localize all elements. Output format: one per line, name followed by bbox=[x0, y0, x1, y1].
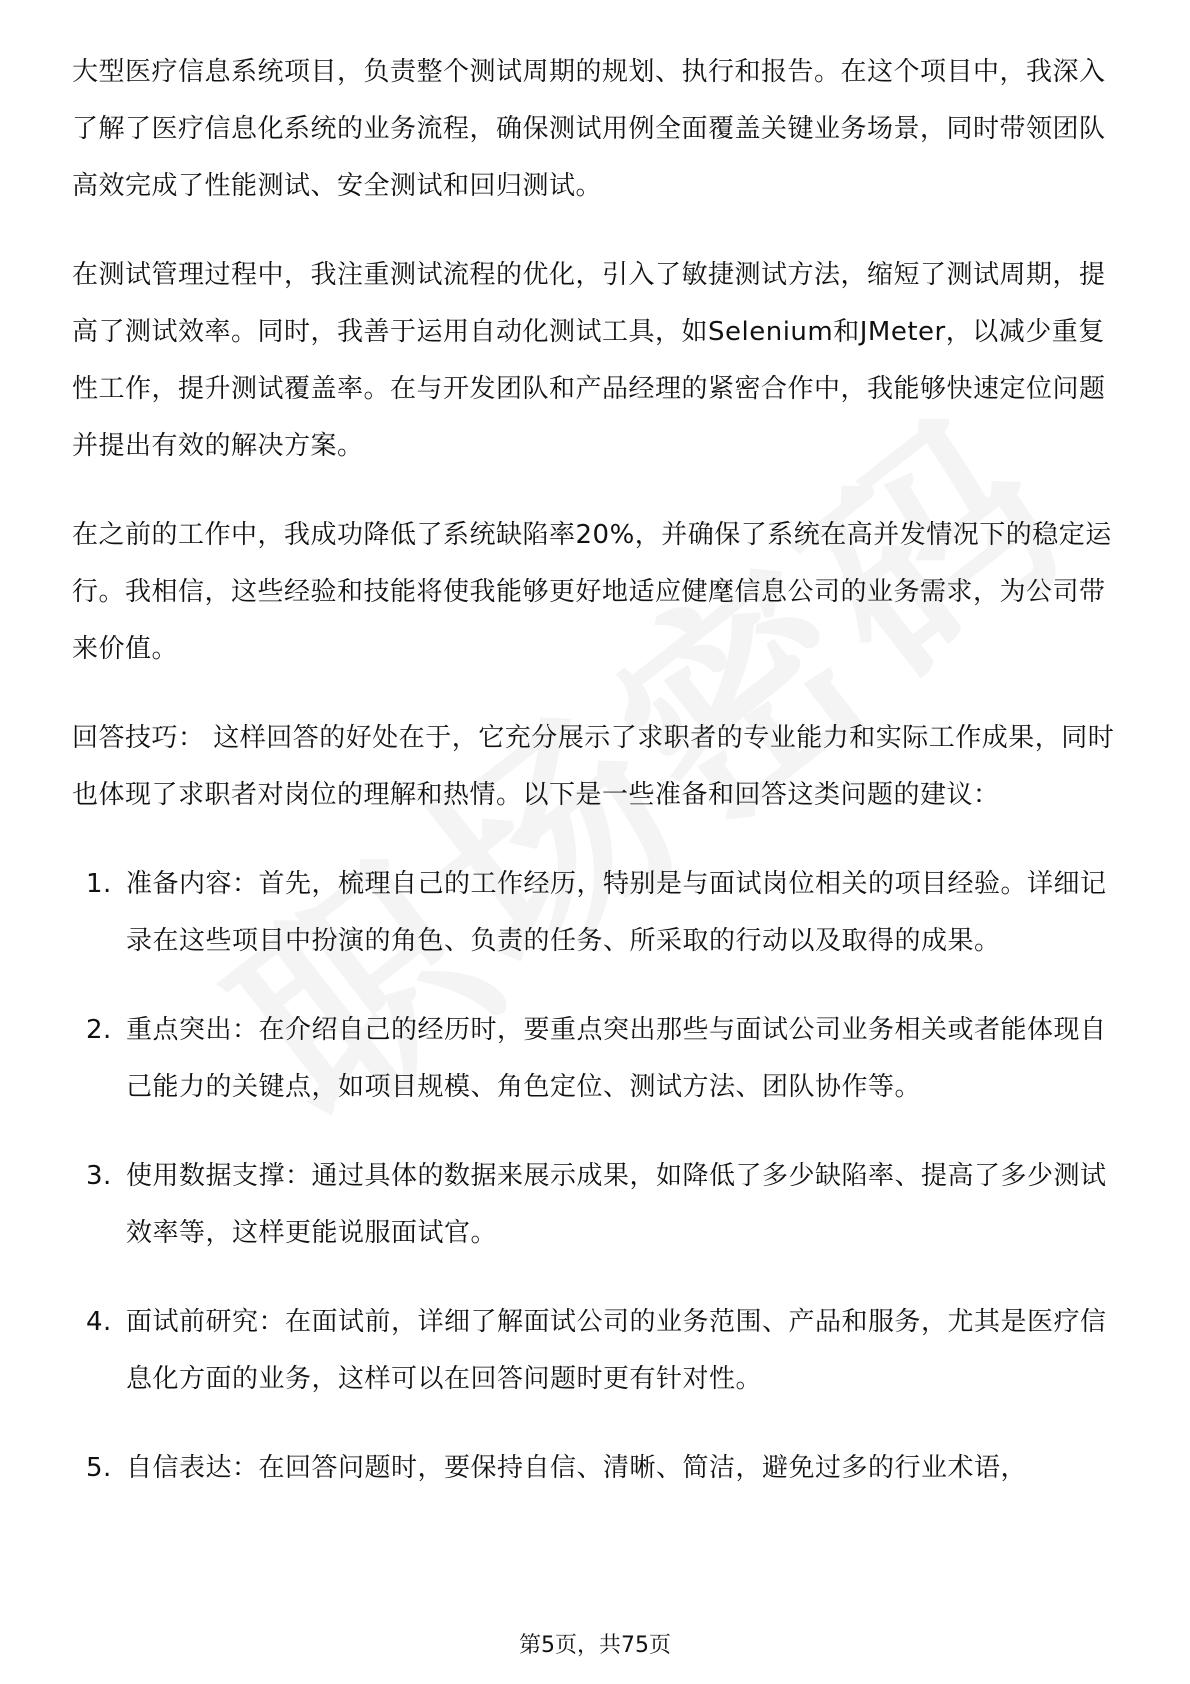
tips-list bbox=[72, 856, 1122, 1497]
list-item-text: 重点突出：在介绍自己的经历时，要重点突出那些与面试公司业务相关或者能体现自己能力的关键点，如项目规模、角色定位、测试方法、团队协作等。 bbox=[126, 1015, 1107, 1102]
list-item-text: 自信表达：在回答问题时，要保持自信、清晰、简洁，避免过多的行业术语， bbox=[126, 1453, 1028, 1483]
page-number-footer: 第5页，共75页 bbox=[519, 1633, 671, 1658]
list-item-number: 4. bbox=[86, 1307, 112, 1337]
page-content bbox=[72, 44, 1122, 1529]
list-item-text: 面试前研究：在面试前，详细了解面试公司的业务范围、产品和服务，尤其是医疗信息化方面的业务，这样可以在回答问题时更有针对性。 bbox=[126, 1307, 1107, 1394]
list-item-text: 准备内容：首先，梳理自己的工作经历，特别是与面试岗位相关的项目经验。详细记录在这些项目中扮演的角色、负责的任务、所采取的行动以及取得的成果。 bbox=[126, 869, 1107, 956]
paragraph-achievements: 在之前的工作中，我成功降低了系统缺陷率20%，并确保了系统在高并发情况下的稳定运行。我相信，这些经验和技能将使我能够更好地适应健麾信息公司的业务需求，为公司带来价值。 bbox=[72, 520, 1112, 664]
paragraph-answer-tips: 回答技巧： 这样回答的好处在于，它充分展示了求职者的专业能力和实际工作成果，同时也体现了求职者对岗位的理解和热情。以下是一些准备和回答这类问题的建议： bbox=[72, 723, 1115, 810]
list-item-number: 3. bbox=[86, 1161, 112, 1191]
list-item bbox=[72, 1148, 1122, 1262]
paragraph-project-experience: 大型医疗信息系统项目，负责整个测试周期的规划、执行和报告。在这个项目中，我深入了解了医疗信息化系统的业务流程，确保测试用例全面覆盖关键业务场景，同时带领团队高效完成了性能测试、安全测试和回归测试。 bbox=[72, 57, 1106, 201]
list-item-number: 2. bbox=[86, 1015, 112, 1045]
list-item bbox=[72, 1294, 1122, 1408]
list-item bbox=[72, 856, 1122, 970]
list-item bbox=[72, 1002, 1122, 1116]
paragraph-test-management: 在测试管理过程中，我注重测试流程的优化，引入了敏捷测试方法，缩短了测试周期，提高了测试效率。同时，我善于运用自动化测试工具，如Selenium和JMeter，以减少重复性工作，提升测试覆盖率。在与开发团队和产品经理的紧密合作中，我能够快速定位问题并提出有效的解决方案。 bbox=[72, 260, 1106, 461]
list-item-number: 5. bbox=[86, 1453, 112, 1483]
list-item-text: 使用数据支撑：通过具体的数据来展示成果，如降低了多少缺陷率、提高了多少测试效率等，这样更能说服面试官。 bbox=[126, 1161, 1107, 1248]
list-item bbox=[72, 1440, 1122, 1497]
list-item-number: 1. bbox=[86, 869, 112, 899]
